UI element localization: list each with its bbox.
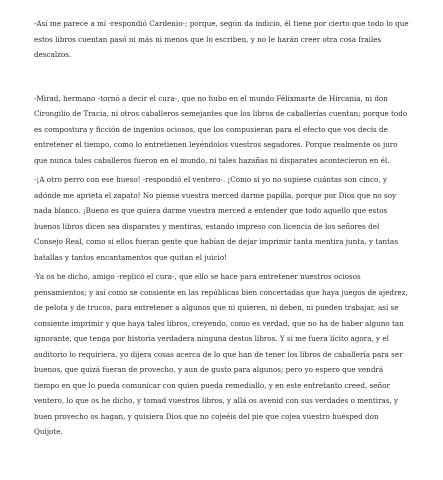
paragraph-4: -Ya os he dicho, amigo -replicó el cura-, que ello se hace para entretener nuestros ociosos pensamientos; y así como se consiente en las repúblicas bien concertadas que haya juegos de ajedrez, de pelota y de trucos, para entretener a algunos que ni quieren, ni deben, ni pueden trabajar, así se consiente imprimir y que haya tales libros, creyendo, como es verdad, que no ha de haber alguno tan ignorante, que tenga por historia verdadera ninguna destos libros. Y si me fuera lícito agora, y el auditorio lo requiriera, yo dijera cosas acerca de lo que han de tener los libros de caballería para ser buenos, que quizá fueran de provecho, y aun de gusto para algunos; pero yo espero que vendrá tiempo en que lo pueda comunicar con quien pueda remediallo, y en este entretanto creed, señor ventero, lo que os he dicho, y tomad vuestros libros, y allá os avenid con sus verdades o mentiras, y buen provecho os hagan, y quisiera Dios que no cojeéis del pie que cojea vuestro huésped don Quijote. [34, 272, 408, 436]
paragraph-spacer [34, 63, 409, 91]
paragraph-2: -Mirad, hermano -tornó a decir el cura-, que no hubo en el mundo Félixmarte de Hircania, ni don Cirongilio de Tracia, ni otros caballeros semejantes que los libros de caballerías cuentan; porque todo es compostura y ficción de ingenios ociosos, que los compusieran para el efecto que vos decís de entretener el tiempo, como lo entretienen leyéndolos vuestros segadores. Porque realmente os juro que nunca tales caballeros fueron en el mundo, ni tales hazañas ni disparates acontecieron en él. [34, 93, 408, 165]
paragraph-3: -¡A otro perro con ese hueso! -respondió el ventero-. ¡Como si yo no supiese cuántas son cinco, y adónde me aprieta el zapato! No piense vuestra merced darme papilla, porque por Dios que no soy nada blanco. ¡Bueno es que quiera darme vuestra merced a entender que todo aquello que estos buenos libros dicen sea disparates y mentiras, estando impreso con licencia de los señores del Consejo Real, como si ellos fueran gente que habían de dejar imprimir tanta mentira junta, y tantas batallas y tantos encantamentos que quitan el juicio! [34, 175, 399, 262]
paragraph-1: -Así me parece a mí -respondió Cardenio-; porque, según da indicio, él tiene por cierto que todo lo que estos libros cuentan pasó ni más ni menos que lo escriben, y no le harán creer otra cosa frailes descalzos. [34, 19, 409, 59]
